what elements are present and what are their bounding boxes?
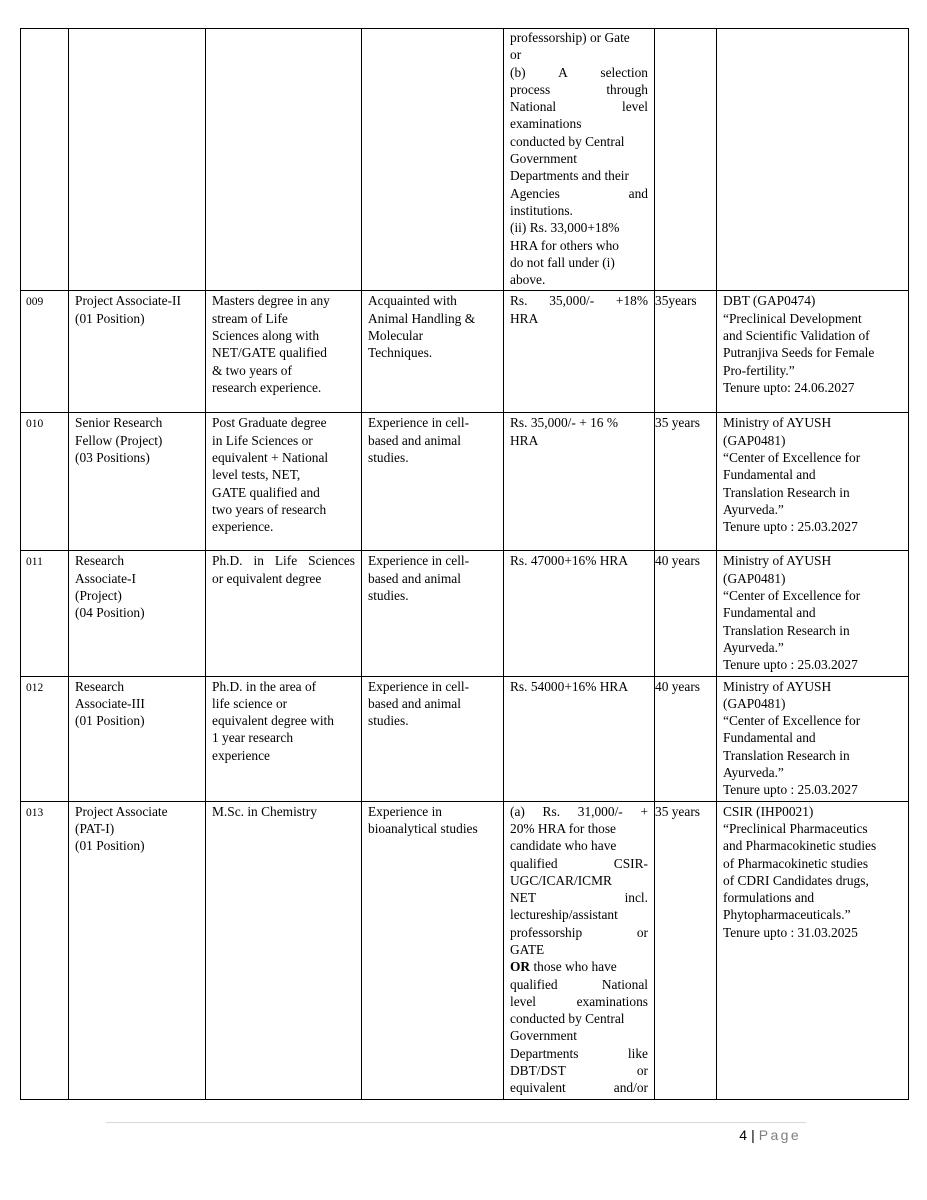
- project-cell: [717, 29, 909, 291]
- project-line: DBT (GAP0474): [723, 293, 816, 309]
- post-line: Research: [75, 553, 125, 569]
- post-line: Project Associate: [75, 803, 168, 819]
- desirable-line: based and animal: [368, 695, 461, 711]
- qualification-line: Masters degree in any: [212, 293, 330, 309]
- desirable-line: studies.: [368, 588, 409, 604]
- post-line: (Project): [75, 588, 122, 604]
- desirable-line: Molecular: [368, 328, 424, 344]
- salary-cell: [504, 413, 655, 551]
- serial-number-cell: 009: [21, 291, 69, 413]
- qualification-line: level tests, NET,: [212, 467, 301, 483]
- qualification-line: GATE qualified and: [212, 484, 320, 500]
- post-cell: [69, 29, 206, 291]
- salary-line: Government: [510, 151, 577, 167]
- salary-cell: [504, 29, 655, 291]
- age-limit-cell: 35years: [655, 291, 717, 413]
- project-line: Ayurveda.”: [723, 501, 784, 517]
- salary-line: equivalent and/or: [510, 1080, 648, 1096]
- salary-line: Departments like: [510, 1045, 648, 1061]
- age-limit-cell: 35 years: [655, 801, 717, 1099]
- project-line: Fundamental and: [723, 730, 816, 746]
- project-line: “Preclinical Pharmaceutics: [723, 820, 868, 836]
- salary-line: level examinations: [510, 993, 648, 1009]
- salary-line: process through: [510, 81, 648, 97]
- salary-line: conducted by Central: [510, 133, 625, 149]
- project-line: Tenure upto: 24.06.2027: [723, 379, 855, 395]
- project-line: Translation Research in: [723, 747, 850, 763]
- page-label: Page: [758, 1127, 801, 1143]
- qualification-line: research experience.: [212, 379, 322, 395]
- project-line: Ministry of AYUSH: [723, 415, 832, 431]
- post-line: Research: [75, 678, 125, 694]
- footer-divider: [106, 1122, 806, 1123]
- qualification-cell: [206, 551, 362, 676]
- project-cell: [717, 413, 909, 551]
- post-name-cell: [69, 801, 206, 1099]
- desirable-cell: [362, 676, 504, 801]
- salary-cell: [504, 801, 655, 1099]
- qualification-line: life science or: [212, 695, 288, 711]
- serial-number-cell: 012: [21, 676, 69, 801]
- sno-cell: [21, 29, 69, 291]
- positions-table: [20, 28, 909, 1100]
- salary-line: professorship) or Gate: [510, 30, 630, 45]
- qualification-line: equivalent + National: [212, 450, 329, 466]
- salary-line: lectureship/assistant: [510, 907, 618, 923]
- project-line: formulations and: [723, 890, 815, 906]
- post-line: Senior Research: [75, 415, 163, 431]
- salary-cell: [504, 551, 655, 676]
- salary-line: Government: [510, 1028, 577, 1044]
- qualification-line: in Life Sciences or: [212, 432, 313, 448]
- desirable-cell: [362, 551, 504, 676]
- qualification-line: two years of research: [212, 501, 327, 517]
- salary-line: conducted by Central: [510, 1011, 625, 1027]
- recruitment-table-page: [20, 28, 908, 1100]
- project-line: Fundamental and: [723, 605, 816, 621]
- qualification-cell: [206, 29, 362, 291]
- qualification-line: or equivalent degree: [212, 570, 322, 586]
- table-row: [21, 413, 909, 551]
- salary-line: HRA for others who: [510, 237, 619, 253]
- salary-cell: [504, 291, 655, 413]
- project-line: Ayurveda.”: [723, 639, 784, 655]
- desirable-line: Experience in cell-: [368, 678, 470, 694]
- project-line: Tenure upto : 25.03.2027: [723, 657, 858, 673]
- project-cell: [717, 551, 909, 676]
- salary-line: Rs. 35,000/- +18%: [510, 293, 648, 309]
- post-line: Fellow (Project): [75, 432, 163, 448]
- project-line: “Center of Excellence for: [723, 713, 861, 729]
- project-line: Ayurveda.”: [723, 765, 784, 781]
- age-cell: [655, 29, 717, 291]
- qualification-line: Post Graduate degree: [212, 415, 327, 431]
- project-line: of Pharmacokinetic studies: [723, 855, 869, 871]
- post-line: (03 Positions): [75, 450, 150, 466]
- project-line: Fundamental and: [723, 467, 816, 483]
- post-line: (01 Position): [75, 310, 145, 326]
- qualification-line: Sciences along with: [212, 328, 320, 344]
- post-name-cell: [69, 413, 206, 551]
- project-line: “Center of Excellence for: [723, 588, 861, 604]
- desirable-line: Experience in cell-: [368, 553, 470, 569]
- desirable-line: bioanalytical studies: [368, 820, 478, 836]
- desirable-cell: [362, 29, 504, 291]
- salary-line: qualified National: [510, 976, 648, 992]
- project-line: CSIR (IHP0021): [723, 803, 814, 819]
- project-line: Tenure upto : 31.03.2025: [723, 924, 858, 940]
- desirable-line: Experience in cell-: [368, 415, 470, 431]
- project-line: and Pharmacokinetic studies: [723, 838, 877, 854]
- salary-line: examinations: [510, 116, 582, 132]
- project-cell: [717, 291, 909, 413]
- salary-line: Agencies and: [510, 185, 648, 201]
- salary-line: Rs. 47000+16% HRA: [510, 553, 629, 569]
- desirable-line: Experience in: [368, 803, 442, 819]
- project-line: Translation Research in: [723, 622, 850, 638]
- post-line: Associate-I: [75, 570, 136, 586]
- salary-line: Rs. 35,000/- + 16 %: [510, 415, 618, 431]
- qualification-line: equivalent degree with: [212, 713, 334, 729]
- salary-line: qualified CSIR-: [510, 855, 648, 871]
- project-line: Ministry of AYUSH: [723, 553, 832, 569]
- salary-line: DBT/DST or: [510, 1063, 648, 1079]
- salary-line: above.: [510, 272, 546, 288]
- salary-line: HRA: [510, 432, 539, 448]
- project-line: Phytopharmaceuticals.”: [723, 907, 851, 923]
- qualification-line: Ph.D. in Life Sciences: [212, 553, 355, 569]
- desirable-cell: [362, 413, 504, 551]
- desirable-line: based and animal: [368, 570, 461, 586]
- salary-line: professorship or: [510, 924, 648, 940]
- project-line: of CDRI Candidates drugs,: [723, 872, 869, 888]
- desirable-cell: [362, 291, 504, 413]
- salary-line: HRA: [510, 310, 539, 326]
- project-line: (GAP0481): [723, 570, 786, 586]
- salary-line: OR those who have: [510, 959, 617, 975]
- post-name-cell: [69, 291, 206, 413]
- salary-cell: [504, 676, 655, 801]
- salary-line: 20% HRA for those: [510, 820, 616, 836]
- serial-number-cell: 013: [21, 801, 69, 1099]
- project-cell: [717, 676, 909, 801]
- qualification-line: Ph.D. in the area of: [212, 678, 317, 694]
- serial-number-cell: 010: [21, 413, 69, 551]
- project-line: Tenure upto : 25.03.2027: [723, 519, 858, 535]
- project-line: Tenure upto : 25.03.2027: [723, 782, 858, 798]
- age-limit-cell: 35 years: [655, 413, 717, 551]
- post-line: Associate-III: [75, 695, 145, 711]
- post-name-cell: [69, 676, 206, 801]
- qualification-line: stream of Life: [212, 310, 288, 326]
- salary-line: candidate who have: [510, 838, 617, 854]
- salary-line: do not fall under (i): [510, 254, 615, 270]
- project-line: Translation Research in: [723, 484, 850, 500]
- age-limit-cell: 40 years: [655, 551, 717, 676]
- project-line: and Scientific Validation of: [723, 328, 870, 344]
- salary-line: institutions.: [510, 202, 573, 218]
- desirable-line: studies.: [368, 450, 409, 466]
- table-row-continued: [21, 29, 909, 291]
- salary-line: or: [510, 47, 522, 63]
- page-footer: [739, 1127, 801, 1143]
- salary-line: (a) Rs. 31,000/- +: [510, 803, 648, 819]
- qualification-line: experience: [212, 747, 270, 763]
- serial-number-cell: 011: [21, 551, 69, 676]
- qualification-cell: [206, 291, 362, 413]
- salary-line: (b) A selection: [510, 64, 648, 80]
- qualification-line: & two years of: [212, 362, 292, 378]
- salary-line: UGC/ICAR/ICMR: [510, 872, 612, 888]
- project-line: Putranjiva Seeds for Female: [723, 345, 875, 361]
- salary-line: (ii) Rs. 33,000+18%: [510, 220, 620, 236]
- qualification-cell: [206, 801, 362, 1099]
- desirable-line: studies.: [368, 713, 409, 729]
- desirable-line: Acquainted with: [368, 293, 457, 309]
- project-line: (GAP0481): [723, 432, 786, 448]
- age-limit-cell: 40 years: [655, 676, 717, 801]
- desirable-line: Animal Handling &: [368, 310, 476, 326]
- qualification-cell: [206, 676, 362, 801]
- desirable-cell: [362, 801, 504, 1099]
- post-line: (01 Position): [75, 838, 145, 854]
- project-line: Ministry of AYUSH: [723, 678, 832, 694]
- post-line: (PAT-I): [75, 820, 115, 836]
- footer-separator: |: [751, 1127, 755, 1143]
- table-row: [21, 676, 909, 801]
- post-line: (01 Position): [75, 713, 145, 729]
- project-line: “Center of Excellence for: [723, 450, 861, 466]
- table-row: [21, 551, 909, 676]
- qualification-line: M.Sc. in Chemistry: [212, 803, 317, 819]
- project-line: Pro-fertility.”: [723, 362, 795, 378]
- desirable-line: Techniques.: [368, 345, 433, 361]
- post-line: (04 Position): [75, 605, 145, 621]
- table-row: [21, 801, 909, 1099]
- salary-line: NET incl.: [510, 890, 648, 906]
- post-name-cell: [69, 551, 206, 676]
- project-cell: [717, 801, 909, 1099]
- project-line: “Preclinical Development: [723, 310, 862, 326]
- qualification-cell: [206, 413, 362, 551]
- table-row: [21, 291, 909, 413]
- desirable-line: based and animal: [368, 432, 461, 448]
- salary-line: Rs. 54000+16% HRA: [510, 678, 629, 694]
- salary-line: GATE: [510, 941, 545, 957]
- salary-line: National level: [510, 99, 648, 115]
- qualification-line: experience.: [212, 519, 274, 535]
- project-line: (GAP0481): [723, 695, 786, 711]
- salary-line: Departments and their: [510, 168, 629, 184]
- page-number: 4: [739, 1127, 748, 1143]
- post-line: Project Associate-II: [75, 293, 181, 309]
- qualification-line: NET/GATE qualified: [212, 345, 327, 361]
- qualification-line: 1 year research: [212, 730, 294, 746]
